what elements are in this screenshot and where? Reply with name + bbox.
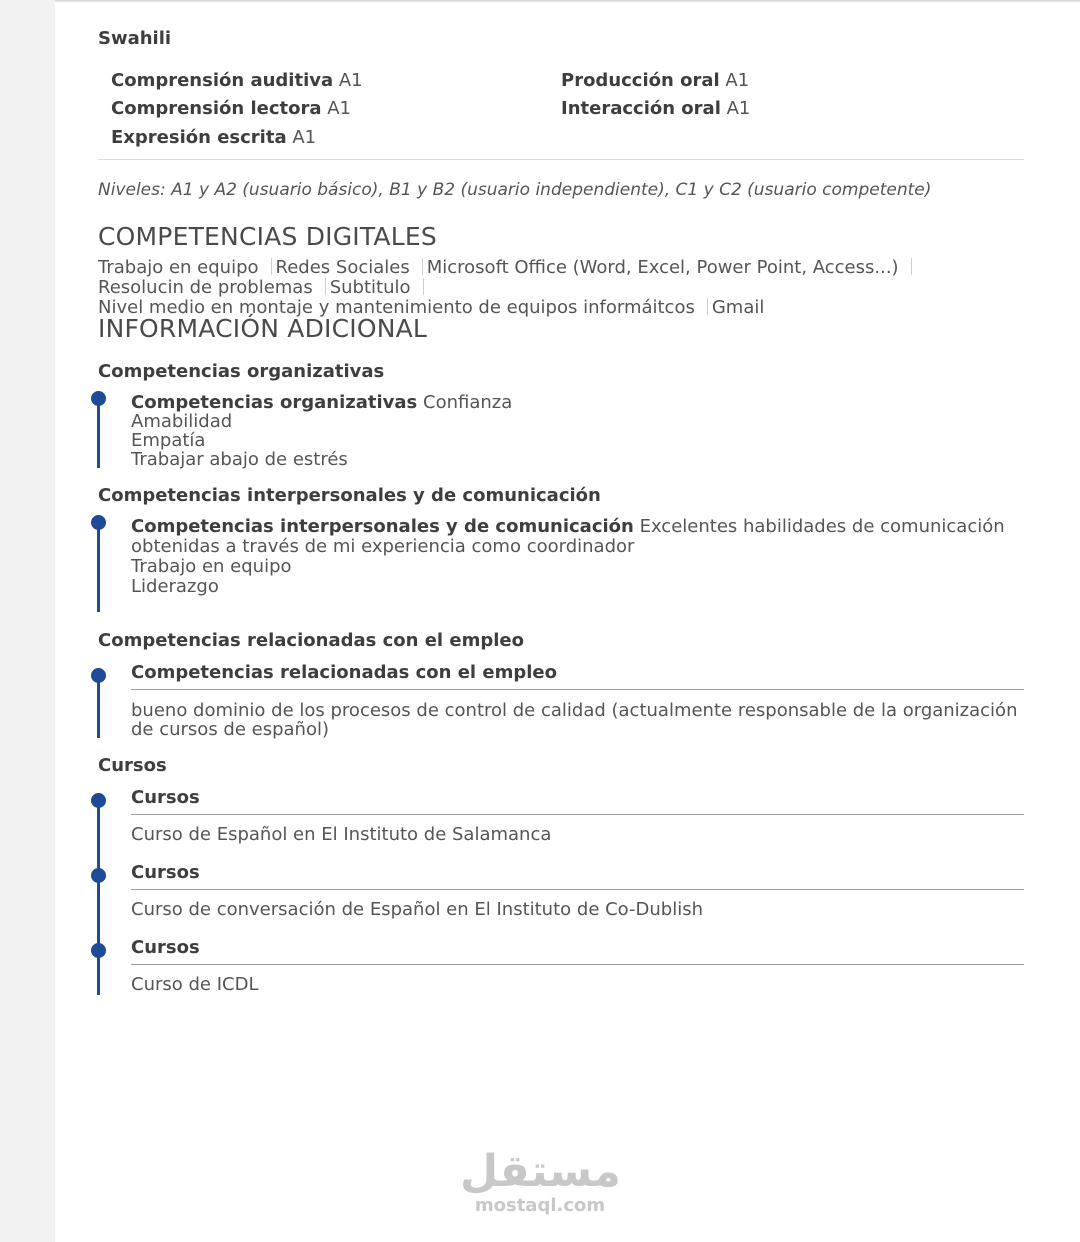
courses-heading: Cursos (98, 755, 167, 776)
entry-divider (131, 889, 1024, 890)
timeline-dot (91, 793, 106, 808)
timeline-dot (91, 668, 106, 683)
course-entry-title: Cursos (131, 937, 200, 958)
timeline-line (97, 793, 100, 995)
entry-label: Competencias organizativas (131, 392, 418, 413)
skill-value: A1 (327, 98, 351, 119)
course-entry-text: Curso de ICDL (131, 974, 259, 995)
entry-value: Confianza (423, 392, 513, 413)
digital-heading: COMPETENCIAS DIGITALES (98, 222, 437, 251)
skill-label: Expresión escrita (111, 127, 287, 148)
skill-label: Comprensión auditiva (111, 70, 334, 91)
levels-note: Niveles: A1 y A2 (usuario básico), B1 y B2 (usuario independiente), C1 y C2 (usuario competente) (98, 180, 932, 200)
course-entry-title: Cursos (131, 862, 200, 883)
digital-skill-item: Nivel medio en montaje y mantenimiento de equipos informáitcos (98, 297, 695, 318)
organizational-heading: Competencias organizativas (98, 361, 385, 382)
entry-line: Trabajar abajo de estrés (131, 449, 348, 470)
additional-heading: INFORMACIÓN ADICIONAL (98, 314, 428, 343)
digital-skill-item: Redes Sociales (275, 257, 410, 278)
skill-value: A1 (338, 70, 363, 91)
watermark-arabic: مستقل (460, 1146, 621, 1197)
skill-label: Comprensión lectora (111, 98, 322, 119)
entry-label: Competencias interpersonales y de comunicación (131, 516, 634, 537)
timeline-line (97, 522, 100, 612)
digital-skill-item: Subtitulo (329, 277, 411, 298)
separator (911, 258, 912, 275)
separator (422, 258, 423, 275)
skill-reading (111, 98, 351, 119)
digital-skill-item: Trabajo en equipo (98, 257, 259, 278)
timeline-dot (91, 868, 106, 883)
entry-value: Excelentes habilidades de comunicación obtenidas a través de mi experiencia como coordinador (131, 516, 1005, 557)
organizational-entry (131, 393, 1024, 469)
interpersonal-heading: Competencias interpersonales y de comunicación (98, 485, 601, 506)
language-name: Swahili (98, 28, 172, 49)
mostaql-watermark (460, 1148, 620, 1216)
job-entry-text: bueno dominio de los procesos de control de calidad (actualmente responsable de la organización de cursos de español) (131, 700, 1018, 740)
entry-line: Amabilidad (131, 411, 233, 432)
skill-label: Interacción oral (561, 98, 721, 119)
skill-spoken-production (561, 70, 749, 91)
page-top-edge (55, 0, 1080, 3)
timeline-dot (91, 515, 106, 530)
digital-skills-list (98, 258, 998, 318)
organizational-first-line (131, 393, 1024, 412)
separator (271, 258, 272, 275)
timeline-dot (91, 943, 106, 958)
skill-value: A1 (292, 127, 317, 148)
timeline-dot (91, 391, 106, 406)
course-entry-title: Cursos (131, 787, 200, 808)
language-divider (98, 159, 1024, 160)
entry-line: Empatía (131, 430, 206, 451)
skill-writing (111, 127, 316, 148)
job-entry-title: Competencias relacionadas con el empleo (131, 662, 557, 683)
skill-spoken-interaction (561, 98, 750, 119)
interpersonal-entry (131, 517, 1024, 597)
digital-skill-item: Gmail (711, 297, 765, 318)
entry-divider (131, 689, 1024, 690)
digital-skill-item: Resolucin de problemas (98, 277, 313, 298)
job-heading: Competencias relacionadas con el empleo (98, 630, 524, 651)
entry-divider (131, 964, 1024, 965)
entry-line: Trabajo en equipo (131, 556, 292, 577)
course-entry-text: Curso de Español en El Instituto de Salamanca (131, 824, 552, 845)
separator (325, 278, 326, 295)
entry-divider (131, 814, 1024, 815)
skill-value: A1 (726, 98, 751, 119)
entry-line: Liderazgo (131, 576, 219, 597)
separator (423, 278, 424, 295)
watermark-latin: mostaql.com (474, 1195, 606, 1216)
interpersonal-text (131, 517, 1024, 557)
separator (707, 298, 708, 315)
digital-skill-item: Microsoft Office (Word, Excel, Power Point, Access...) (426, 257, 899, 278)
course-entry-text: Curso de conversación de Español en El Instituto de Co-Dublish (131, 899, 704, 920)
timeline-line (97, 398, 100, 468)
left-margin-strip (0, 0, 55, 1242)
skill-listening (111, 70, 363, 91)
skill-value: A1 (725, 70, 750, 91)
skill-label: Producción oral (561, 70, 720, 91)
